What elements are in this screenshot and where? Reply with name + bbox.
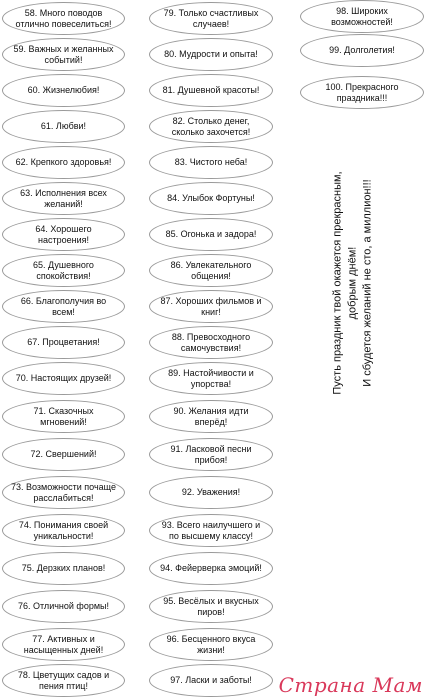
wish-86: 86. Увлекательного общения! [149, 254, 273, 287]
wish-79: 79. Только счастливых случаев! [149, 2, 273, 35]
greeting-line-2: И сбудется желаний не сто, а миллион!!! [361, 179, 374, 387]
wish-62: 62. Крепкого здоровья! [2, 146, 125, 179]
wish-60: 60. Жизнелюбия! [2, 74, 125, 107]
greeting-line-1: Пусть праздник твой окажется прекрасным, добрым днём! [331, 171, 359, 395]
watermark-logo: Страна Мам [278, 673, 423, 697]
wish-73: 73. Возможности почаще расслабиться! [2, 476, 125, 509]
wish-81: 81. Душевной красоты! [149, 74, 273, 107]
wish-99: 99. Долголетия! [300, 34, 424, 67]
wish-85: 85. Огонька и задора! [149, 218, 273, 251]
wish-61: 61. Любви! [2, 110, 125, 143]
wish-92: 92. Уважения! [149, 476, 273, 509]
wish-89: 89. Настойчивости и упорства! [149, 362, 273, 395]
wish-93: 93. Всего наилучшего и по высшему классу! [149, 514, 273, 547]
wish-82: 82. Столько денег, сколько захочется! [149, 110, 273, 143]
wish-78: 78. Цветущих садов и пения птиц! [2, 664, 125, 697]
wish-76: 76. Отличной формы! [2, 590, 125, 623]
wish-63: 63. Исполнения всех желаний! [2, 182, 125, 215]
wish-88: 88. Превосходного самочувствия! [149, 326, 273, 359]
wish-91: 91. Ласковой песни прибоя! [149, 438, 273, 471]
wish-94: 94. Фейерверка эмоций! [149, 552, 273, 585]
wish-97: 97. Ласки и заботы! [149, 664, 273, 697]
wish-95: 95. Весёлых и вкусных пиров! [149, 590, 273, 623]
wish-80: 80. Мудрости и опыта! [149, 38, 273, 71]
wish-59: 59. Важных и желанных событий! [2, 38, 125, 71]
wish-66: 66. Благополучия во всем! [2, 290, 125, 323]
wish-71: 71. Сказочных мгновений! [2, 400, 125, 433]
wish-90: 90. Желания идти вперёд! [149, 400, 273, 433]
wish-83: 83. Чистого неба! [149, 146, 273, 179]
wish-87: 87. Хороших фильмов и книг! [149, 290, 273, 323]
wish-72: 72. Свершений! [2, 438, 125, 471]
wish-77: 77. Активных и насыщенных дней! [2, 628, 125, 661]
wish-67: 67. Процветания! [2, 326, 125, 359]
wish-64: 64. Хорошего настроения! [2, 218, 125, 251]
greeting-text [331, 168, 374, 398]
wish-65: 65. Душевного спокойствия! [2, 254, 125, 287]
wish-100: 100. Прекрасного праздника!!! [300, 76, 424, 109]
wish-58: 58. Много поводов отлично повеселиться! [2, 2, 125, 35]
wish-96: 96. Бесценного вкуса жизни! [149, 628, 273, 661]
wish-75: 75. Дерзких планов! [2, 552, 125, 585]
wish-98: 98. Широких возможностей! [300, 0, 424, 33]
wish-84: 84. Улыбок Фортуны! [149, 182, 273, 215]
wish-74: 74. Понимания своей уникальности! [2, 514, 125, 547]
wish-70: 70. Настоящих друзей! [2, 362, 125, 395]
